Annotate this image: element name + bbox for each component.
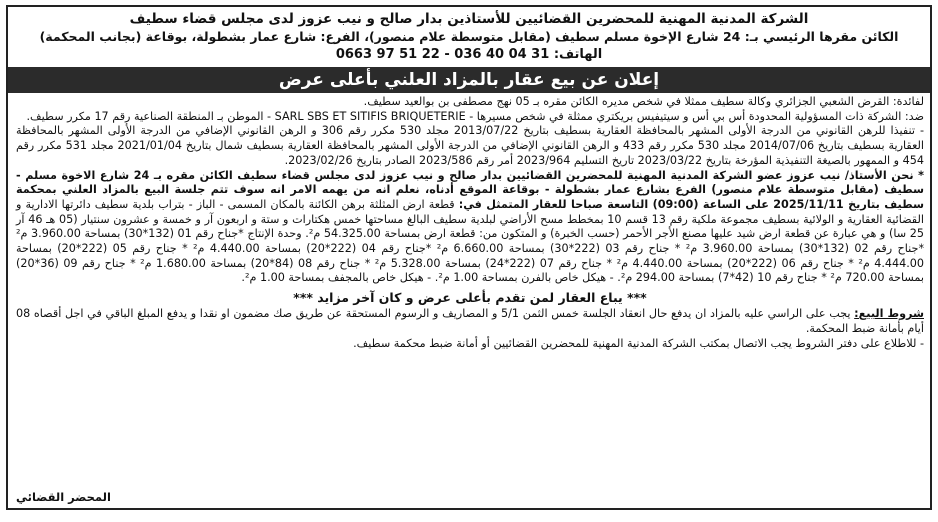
beneficiary-paragraph: لفائدة: القرض الشعبي الجزائري وكالة سطيف ممثلا في شخص مديره الكائن مقره بـ 05 نهج مصطفى بن بوالعيد سطيف. [363,95,924,108]
phone-label: الهاتف: [553,47,603,62]
terms-label: شروط البيع: [854,307,924,321]
terms-paragraph [16,307,924,336]
sale-condition-line: *** يباع العقار لمن تقدم بأعلى عرض و كان آخر مزايد *** [293,290,647,306]
sale-announcement: * نحن الأستاذ/ نيب عزوز عضو الشركة المدنية المهنية للمحضرين القضائيين بدار صالح و نيب عزوز لدى مجلس قضاء سطيف الكائن مقره بـ 24 شارع الاخوة مسلم - سطيف (مقابل متوسطة علام منصور) الفرع بشارع عمار بشطولة - بوقاعة الموقع أدناه، نعلم انه من يهمه الامر انه سوف تتم جلسة البيع بالمزاد العلني بمحكمة سطيف بتاريخ 2025/11/11 على الساعة (09:00) التاسعة صباحا للعقار المتمثل في: [16,168,924,211]
phone-number: 0663 97 51 22 - 036 40 04 31 [335,47,550,62]
sale-details-paragraph [16,169,924,287]
notice-title: إعلان عن بيع عقار بالمزاد العلني بأعلى عرض [8,67,930,93]
office-address: الكائن مقرها الرئيسي بـ: 24 شارع الإخوة مسلم سطيف (مقابل متوسطة علام منصور)، الفرع: شارع عمار بشطولة، بوقاعة (بجانب المحكمة) [39,29,899,44]
notice-body [8,93,930,351]
terms-text: يجب على الراسي عليه بالمزاد ان يدفع حال انعقاد الجلسة خمس الثمن 5/1 و المصاريف و الرسوم المستحقة عن طريق صك مضمون او نقدا و يدفع المبلغ الباقي في اجل أقصاه 08 أيام بأمانة ضبط المحكمة. [16,307,924,335]
contact-paragraph: - للاطلاع على دفتر الشروط يجب الاتصال بمكتب الشركة المدنية المهنية للمحضرين القضائيين أو أمانة ضبط محكمة سطيف. [353,336,924,350]
property-description: قطعة ارض المثلثة برهن الكائنة بالمكان المسمى - الباز - بتراب بلدية سطيف دائرتها الادارية و القضائية العقارية و الولائية بسطيف مجموعة ملكية رقم 13 قسم 10 بمخطط مسح الأراضي لبلدية سطيف البالغ مساحتها خمس هكتارات و ستة و اربعون آر و خمسة و عشرون سنتيار (05 هـ 46 آر 25 سا) و هي عبارة عن قطعة ارض شيد عليها مصنع الأجر الأحمر (حسب الخبرة) و المتكون من: قطعة ارض بمساحة 54.325.00 م². وحدة الإنتاج *جناح رقم 01 (132*30) بمساحة 3.960.00 م² *جناح رقم 02 (132*30) بمساحة 3.960.00 م² * جناح رقم 03 (222*30) بمساحة 6.660.00 م² *جناح رقم 04 (222*20) بمساحة 4.440.00 م² * جناح رقم 05 (222*20) بمساحة 4.444.00 م² * جناح رقم 06 (222*20) بمساحة 4.440.00 م² * جناح رقم 07 (222*24) بمساحة 5.328.00 م² * جناح رقم 08 (84*20) بمساحة 1.680.00 م² * جناح رقم 09 (36*20) بمساحة 720.00 م² * جناح رقم 10 (42*7) بمساحة 294.00 م². - هيكل خاص بالفرن بمساحة 1.00 م². - هيكل خاص بالمجفف بمساحة 1.00 م². [16,197,925,285]
debtor-paragraph: ضد: الشركة ذات المسؤولية المحدودة أس بي أس و سيتيفيس بريكتري ممثلة في شخص مسيرها - SARL SBS ET SITIFIS BRIQUETERIE - الموطن بـ المنطقة الصناعية رقم 17 مكرر سطيف. [26,109,924,123]
office-phone-line [16,46,922,64]
notice-header [8,7,930,64]
bailiff-signature: المحضر القضائي [16,490,111,504]
mortgage-paragraph: - تنفيذا للرهن القانوني من الدرجة الأولى المشهر بالمحافظة العقارية بسطيف بتاريخ 2013/07/22 مجلد 530 مكرر رقم 306 و الرهن القانوني الإضافي من الدرجة الأولى المشهر بالمحافظة العقارية بسطيف بتاريخ 2014/07/06 مجلد 530 مكرر رقم 433 و الرهن القانوني الإضافي من الدرجة الأولى المشهر بالمحافظة العقارية بسطيف شمال بتاريخ 2021/01/04 مجلد 531 مكرر رقم 454 و الممهور بالصيغة التنفيذية المؤرخة بتاريخ 2023/03/22 تاريخ التسليم 2023/964 أمر رقم 2023/586 الصادر بتاريخ 2023/02/26. [16,124,924,167]
legal-notice [6,5,932,510]
office-name: الشركة المدنية المهنية للمحضرين القضائيين للأستاذين بدار صالح و نيب عزوز لدى مجلس قضاء سطيف [129,11,809,27]
